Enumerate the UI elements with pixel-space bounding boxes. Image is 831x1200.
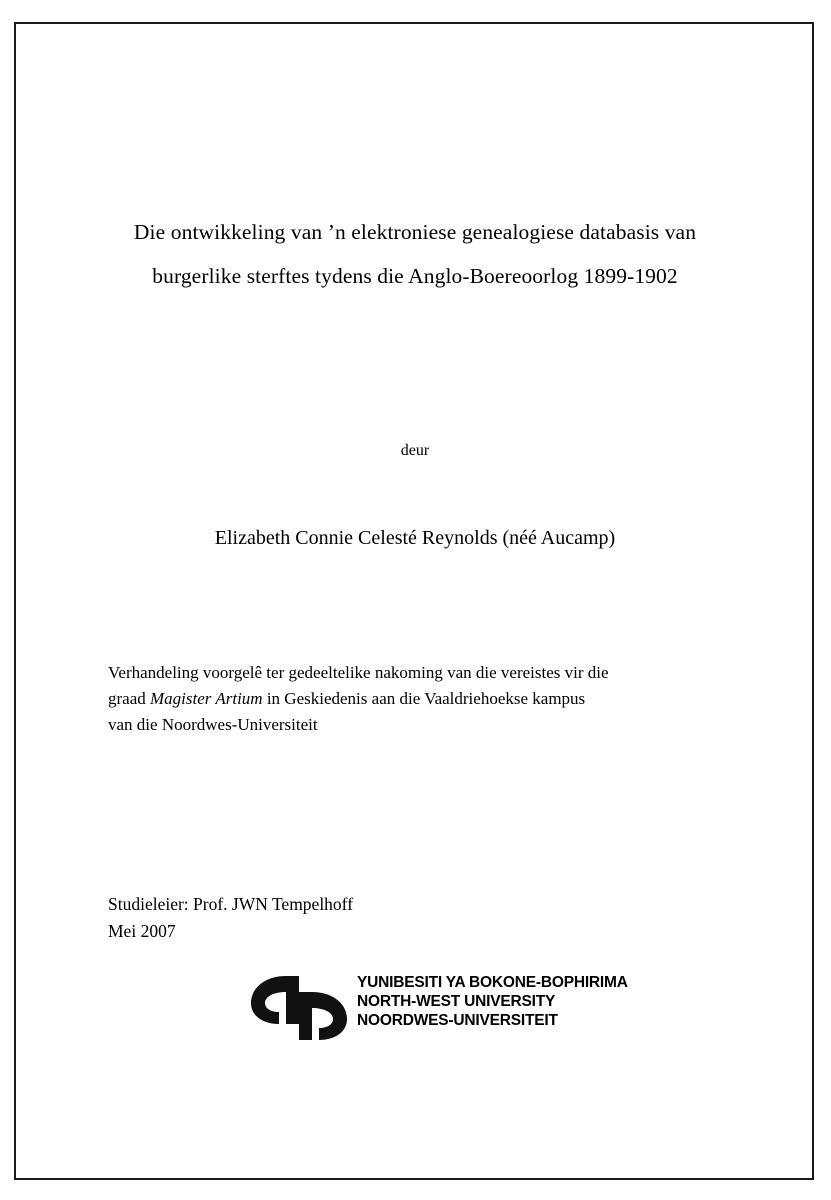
thesis-title (90, 210, 740, 298)
degree-statement (108, 660, 728, 738)
logo-text (357, 973, 628, 1030)
nwu-logo-mark-icon (245, 972, 353, 1044)
logo-text-line-3: NOORDWES-UNIVERSITEIT (357, 1012, 558, 1029)
degree-line-2-post: in Geskiedenis aan die Vaaldriehoekse kampus (262, 689, 586, 708)
supervisor-and-date (108, 891, 728, 945)
logo-text-line-1: YUNIBESITI YA BOKONE-BOPHIRIMA (357, 974, 628, 991)
degree-line-1: Verhandeling voorgelê ter gedeeltelike nakoming van die vereistes vir die (108, 663, 609, 682)
title-line-2: burgerlike sterftes tydens die Anglo-Boereoorlog 1899-1902 (152, 264, 678, 288)
degree-line-2 (108, 686, 728, 712)
supervisor-line: Studieleier: Prof. JWN Tempelhoff (108, 894, 354, 914)
title-page-content (90, 60, 740, 1140)
degree-line-3: van die Noordwes-Universiteit (108, 715, 318, 734)
author-name: Elizabeth Connie Celesté Reynolds (néé Aucamp) (214, 527, 616, 549)
author-label: deur (400, 442, 430, 459)
degree-name: Magister Artium (150, 689, 263, 708)
university-logo (245, 970, 628, 1050)
logo-text-line-2: NORTH-WEST UNIVERSITY (357, 993, 556, 1010)
title-line-1: Die ontwikkeling van ’n elektroniese genealogiese databasis van (133, 220, 697, 244)
date-line: Mei 2007 (108, 921, 176, 941)
degree-line-2-pre: graad (108, 689, 151, 708)
